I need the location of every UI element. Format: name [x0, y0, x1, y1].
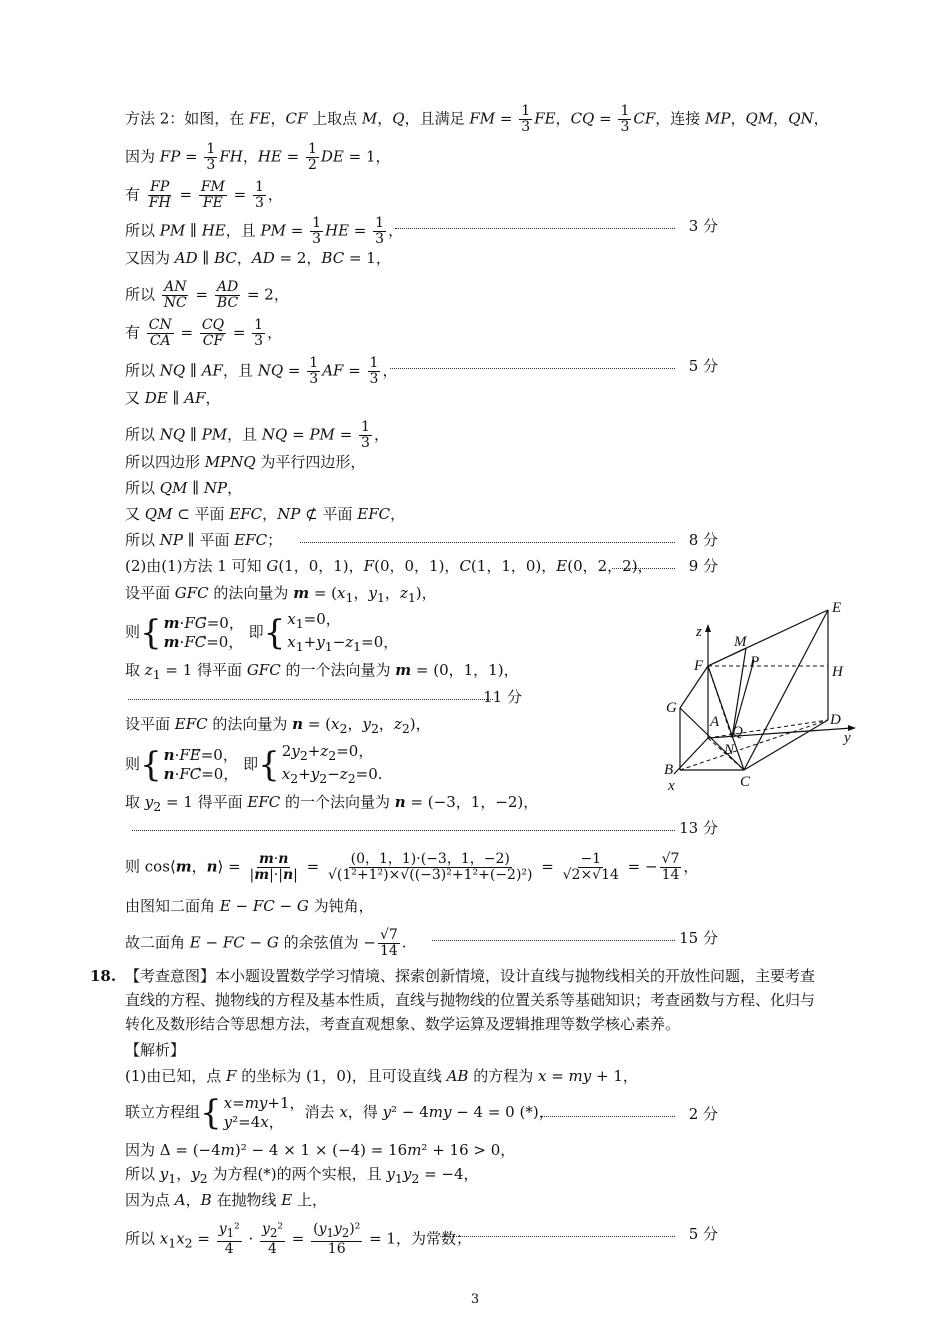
label-A: A [710, 714, 720, 730]
score-5: 5 分 [688, 357, 718, 375]
line-26: 故二面角 E − FC − G 的余弦值为 − $\frac{√7}{14}$ . [125, 927, 407, 959]
line-12: 所以 QM ∥ NP， [125, 479, 243, 497]
line-18: 取 $z_1 = 1$ 得平面 GFC 的一个法向量为 m = (0，1，1)， [125, 661, 519, 682]
line-15: (2)由(1)方法 1 可知 G(1，0，1)，F(0，0，1)，C(1，1，0)，E(0，2，2)， [125, 557, 653, 575]
q18-analysis: 【解析】 [125, 1041, 186, 1059]
page-number: 3 [470, 1292, 480, 1307]
q18-line-2: 联立方程组{ x=my+1， y²=4x， 消去 x，得 y² − 4my − 4 = 0 (*)， [125, 1093, 554, 1133]
line-25: 由图知二面角 E − FC − G 为钝角， [125, 897, 374, 915]
line-17: 则{ m·FG⃗=0， m·FC⃗=0， 即{ $x_1=0$， $x_1+y_1-z_1=0$， [125, 610, 399, 654]
score-3: 3 分 [688, 217, 718, 235]
leader-dots [395, 228, 675, 229]
leader-dots [300, 542, 675, 543]
line-3: 有 $\frac{FP}{FH}$ = $\frac{FM}{FE}$ = $\frac{1}{3}$ ， [125, 179, 283, 211]
label-M: M [734, 634, 747, 650]
label-F: F [694, 658, 704, 674]
label-H: H [832, 664, 843, 680]
q18-line-5: 因为点 A，B 在抛物线 E 上， [125, 1191, 327, 1209]
line-10: 所以 NQ ∥ PM，且 NQ = PM = $\frac{1}{3}$ ， [125, 419, 389, 451]
score-5b: 5 分 [688, 1225, 718, 1243]
line-5: 又因为 AD ∥ BC，AD = 2，BC = 1， [125, 249, 391, 267]
score-8: 8 分 [688, 531, 718, 549]
line-6: 所以 $\frac{AN}{NC}$ = $\frac{AD}{BC}$ = 2， [125, 279, 289, 311]
line-8: 所以 NQ ∥ AF，且 NQ = $\frac{1}{3}$ AF = $\frac{1}{3}$ ， [125, 355, 398, 387]
geometry-diagram [652, 598, 877, 798]
q18-line-1: (1)由已知，点 F 的坐标为 (1，0)，且可设直线 AB 的方程为 x = my + 1， [125, 1067, 638, 1085]
line-16: 设平面 GFC 的法向量为 $m = (x_1$，$y_1$，$z_1$)， [125, 584, 437, 605]
label-D: D [830, 712, 841, 728]
leader-dots [540, 1116, 675, 1117]
score-15: 15 分 [679, 929, 718, 947]
q18-line-3: 因为 Δ = (−4m)² − 4 × 1 × (−4) = 16m² + 16 > 0， [125, 1141, 516, 1159]
line-21: 则{ n·FE⃗=0， n·FC⃗=0， 即{ $2y_2+z_2=0$， $x_2+y_2-z_2=0$. [125, 742, 383, 786]
label-B: B [664, 762, 674, 778]
score-11: 11 分 [483, 688, 522, 706]
line-4: 所以 PM ∥ HE，且 PM = $\frac{1}{3}$ HE = $\frac{1}{3}$ ， [125, 215, 404, 247]
score-9: 9 分 [688, 557, 718, 575]
q18-intent: 【考查意图】本小题设置数学学习情境、探索创新情境，设计直线与抛物线相关的开放性问题，主要考查直线的方程、抛物线的方程及基本性质，直线与抛物线的位置关系等基础知识；考查函数与方程、化归与转化及数形结合等思想方法，考查直观想象、数学运算及逻辑推理等数学核心素养。 [125, 967, 816, 1033]
question-number: 18. [90, 967, 117, 985]
label-E: E [832, 600, 842, 616]
line-9: 又 DE ∥ AF， [125, 389, 221, 407]
line-2: 因为 FP = $\frac{1}{3}$ FH，HE = $\frac{1}{2}$ DE = 1， [125, 141, 391, 173]
leader-dots [128, 699, 493, 700]
label-N: N [724, 742, 735, 758]
q18-line-4: 所以 $y_1$，$y_2$ 为方程(*)的两个实根，且 $y_1y_2 = -4$， [125, 1165, 479, 1186]
line-11: 所以四边形 MPNQ 为平行四边形， [125, 453, 366, 471]
leader-dots [390, 368, 675, 369]
leader-dots [612, 568, 675, 569]
score-13: 13 分 [679, 819, 718, 837]
leader-dots [440, 1236, 675, 1237]
line-22: 取 $y_2 = 1$ 得平面 EFC 的一个法向量为 n = (−3，1，−2)， [125, 793, 539, 814]
label-P: P [750, 654, 760, 670]
score-2: 2 分 [688, 1105, 718, 1123]
label-C: C [740, 774, 751, 790]
label-z: z [696, 624, 702, 640]
line-7: 有 $\frac{CN}{CA}$ = $\frac{CQ}{CF}$ = $\frac{1}{3}$ ， [125, 317, 283, 349]
leader-dots [432, 940, 675, 941]
label-G: G [666, 700, 677, 716]
line-20: 设平面 EFC 的法向量为 $n = (x_2$，$y_2$，$z_2$)， [125, 715, 431, 736]
line-13: 又 QM ⊂ 平面 EFC，NP ⊄ 平面 EFC， [125, 505, 406, 523]
leader-dots [132, 830, 675, 831]
line-14: 所以 NP ∥ 平面 EFC； [125, 531, 283, 549]
label-y: y [844, 730, 851, 746]
label-Q: Q [732, 724, 743, 740]
line-24: 则 cos⟨m，n⟩ = $\frac{m\cdot n}{|m|\cdot|n|}$ = $\frac{(0,1,1)\cdot(-3,1,-2)}{\text{√(1²+1²)×√((−3)²+1²+(−2)²)}}$ = $\frac{-1}{√2\times√14}$ = − $\frac{√7}{14}$ ， [125, 851, 699, 883]
label-x: x [668, 778, 675, 794]
line-1: 方法 2：如图，在 FE，CF 上取点 M，Q，且满足 FM = $\frac{1}{3}$ FE，CQ = $\frac{1}{3}$ CF，连接 MP，QM，QN， [125, 103, 829, 135]
q18-line-6: 所以 $x_1x_2$ = $\frac{y_1^2}{4}$ · $\frac{y_2^2}{4}$ = $\frac{(y_1y_2)^2}{16}$ = 1，为常数； [125, 1221, 471, 1257]
